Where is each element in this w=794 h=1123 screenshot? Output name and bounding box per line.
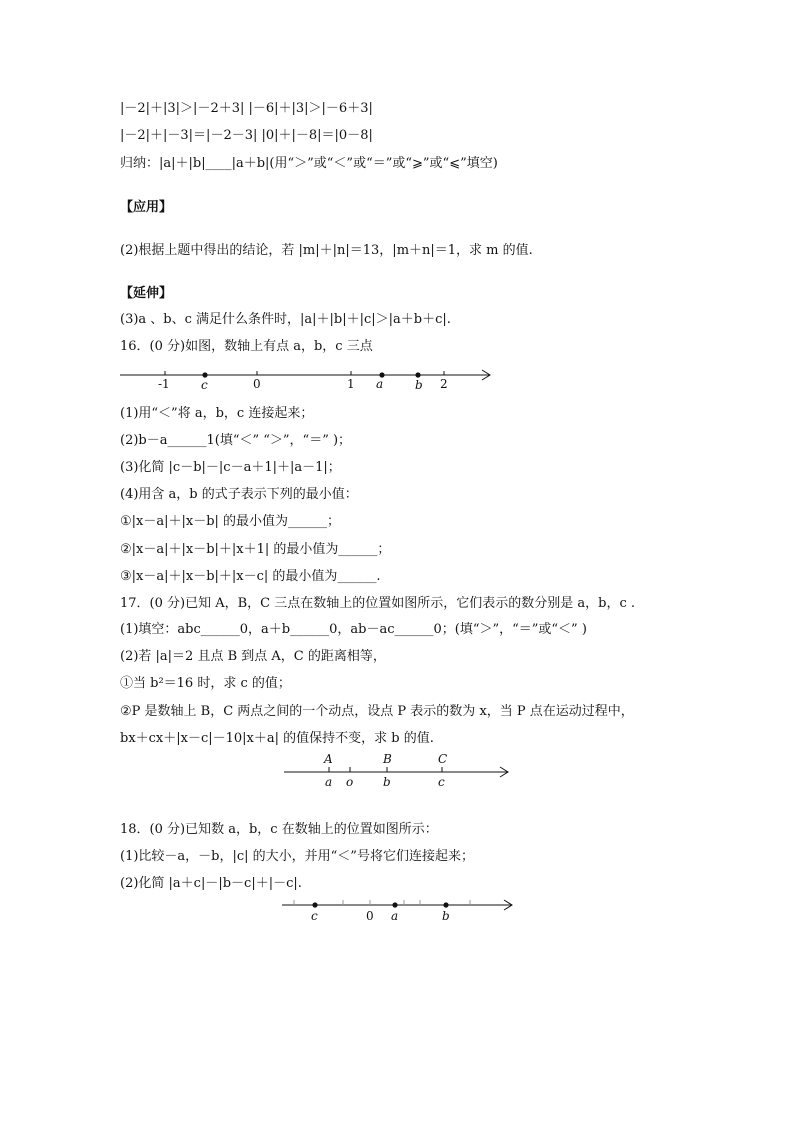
q17-part-2a: ①当 b²＝16 时，求 c 的值；: [120, 676, 291, 691]
label-a: a: [376, 377, 384, 391]
example-line-2: |－2|＋|－3|＝|－2－3| |0|＋|－8|＝|0－8|: [120, 128, 373, 143]
number-line-17: [282, 750, 514, 792]
tick-label-2: 2: [440, 377, 448, 391]
question-17-title: 17．(0 分)已知 A，B，C 三点在数轴上的位置如图所示，它们表示的数分别是 a，b，c .: [120, 596, 635, 611]
q17-part-2b: ②P 是数轴上 B，C 两点之间的一个动点，设点 P 表示的数为 x，当 P 点在运动过程中，: [120, 704, 634, 719]
label-b: b: [415, 378, 423, 392]
q18-part-2: (2)化简 |a＋c|－|b－c|＋|－c|.: [120, 876, 302, 891]
lower-label-b: b: [383, 775, 391, 789]
q16-part-4: (4)用含 a，b 的式子表示下列的最小值：: [120, 487, 358, 502]
tick-label-1: 1: [347, 377, 355, 391]
number-line-18: [280, 895, 520, 929]
section-extend: 【延伸】: [120, 286, 173, 301]
point-b-18: [443, 902, 448, 907]
extend-question: (3)a 、b、c 满足什么条件时，|a|＋|b|＋|c|＞|a＋b＋c|.: [120, 312, 451, 327]
point-a-18: [392, 902, 397, 907]
q17-part-2c: bx＋cx＋|x－c|－10|x＋a| 的值保持不变，求 b 的值.: [120, 731, 434, 746]
q17-part-2: (2)若 |a|＝2 且点 B 到点 A，C 的距离相等，: [120, 649, 386, 664]
q16-part-3: (3)化简 |c－b|－|c－a＋1|＋|a－1|；: [120, 460, 341, 475]
q18-part-1: (1)比较－a，－b，|c| 的大小，并用“＜”号将它们连接起来；: [120, 849, 474, 864]
q16-part-1: (1)用“＜”将 a，b，c 连接起来；: [120, 406, 314, 421]
upper-label-C: C: [438, 752, 448, 766]
label-a-18: a: [391, 909, 399, 923]
lower-label-c: c: [438, 775, 445, 789]
question-18-title: 18．(0 分)已知数 a，b，c 在数轴上的位置如图所示：: [120, 822, 438, 837]
point-b: [415, 372, 420, 377]
number-line-16: [118, 362, 498, 394]
example-line-1: |－2|＋|3|＞|－2＋3| |－6|＋|3|＞|－6＋3|: [120, 101, 373, 116]
q16-part-4a: ①|x－a|＋|x－b| 的最小值为______；: [120, 514, 341, 529]
summary-line: 归纳：|a|＋|b|____|a＋b|(用“＞”或“＜”或“＝”或“⩾”或“⩽”填空): [120, 156, 498, 171]
point-c: [202, 372, 207, 377]
q16-part-2: (2)b－a______1(填“＜” “＞”，“＝” )；: [120, 433, 352, 448]
q16-part-4c: ③|x－a|＋|x－b|＋|x－c| 的最小值为______.: [120, 569, 381, 584]
q16-part-4b: ②|x－a|＋|x－b|＋|x＋1| 的最小值为______；: [120, 542, 391, 557]
section-apply: 【应用】: [120, 200, 173, 215]
label-c-18: c: [311, 909, 318, 923]
question-16-title: 16．(0 分)如图，数轴上有点 a，b，c 三点: [120, 339, 373, 354]
lower-label-a: a: [325, 775, 333, 789]
point-c-18: [312, 902, 317, 907]
label-0-18: 0: [366, 909, 374, 923]
apply-question: (2)根据上题中得出的结论，若 |m|＋|n|＝13，|m＋n|＝1，求 m 的值.: [120, 243, 533, 258]
tick-label-neg1: -1: [158, 377, 170, 391]
lower-label-o: o: [346, 775, 354, 789]
tick-label-0: 0: [253, 377, 261, 391]
label-c: c: [201, 378, 208, 392]
q17-part-1: (1)填空：abc______0，a＋b______0，ab－ac______0；(填“＞”，“＝”或“＜” ): [120, 622, 587, 637]
upper-label-B: B: [383, 752, 392, 766]
label-b-18: b: [442, 909, 450, 923]
upper-label-A: A: [324, 752, 333, 766]
